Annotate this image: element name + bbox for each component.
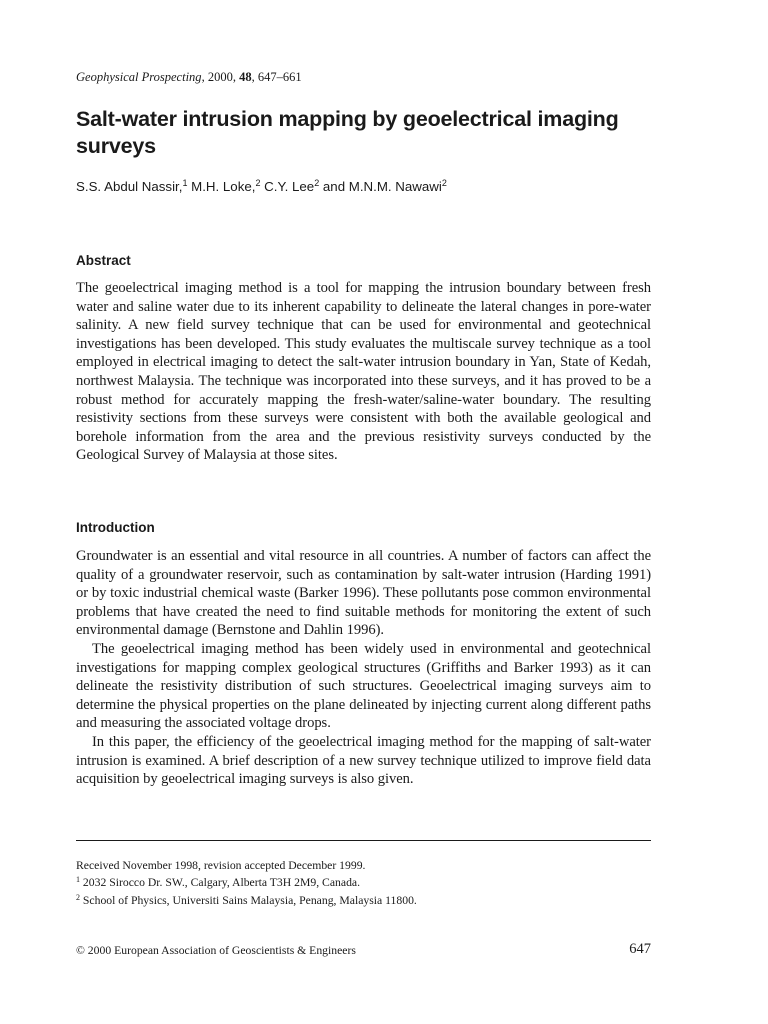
author-list <box>76 178 447 196</box>
footnote-1 <box>76 874 651 891</box>
journal-citation <box>76 69 302 85</box>
introduction-paragraph-2: The geoelectrical imaging method has been widely used in environmental and geotechnical investigations for mapping complex geological structures (Griffiths and Barker 1993) as it can delineate the resistivity distribution of such structures. Geoelectrical imaging surveys aim to determine the physical properties on the plane delineated by injecting current along different paths and measuring the associated voltage drops. <box>76 640 651 732</box>
author-2: M.H. Loke, <box>187 179 256 194</box>
footnote-2-text: School of Physics, Universiti Sains Malaysia, Penang, Malaysia 11800. <box>80 893 417 907</box>
author-1: S.S. Abdul Nassir, <box>76 179 183 194</box>
copyright-notice: © 2000 European Association of Geoscientists & Engineers <box>76 944 356 957</box>
author-3: C.Y. Lee <box>260 179 315 194</box>
journal-name: Geophysical Prospecting <box>76 70 202 84</box>
footnote-2-mark: 2 <box>76 892 80 902</box>
footnote-2 <box>76 892 651 909</box>
footnotes <box>76 857 651 909</box>
journal-volume: 48 <box>239 70 252 84</box>
journal-year: , 2000, <box>201 70 240 84</box>
author-1-affiliation: 1 <box>182 178 188 188</box>
abstract-heading: Abstract <box>76 253 131 268</box>
paper-title: Salt-water intrusion mapping by geoelectrical imaging surveys <box>76 107 619 158</box>
abstract-body <box>76 279 651 465</box>
received-note: Received November 1998, revision accepted December 1999. <box>76 859 366 872</box>
author-4: and M.N.M. Nawawi <box>319 179 442 194</box>
footnote-1-mark: 1 <box>76 875 80 885</box>
page-number: 647 <box>629 941 651 957</box>
author-2-affiliation: 2 <box>255 178 261 188</box>
author-4-affiliation: 2 <box>441 178 447 188</box>
journal-pages: , 647–661 <box>251 70 302 84</box>
author-3-affiliation: 2 <box>314 178 320 188</box>
introduction-paragraph-3: In this paper, the efficiency of the geoelectrical imaging method for the mapping of salt-water intrusion is examined. A brief description of a new survey technique utilized to improve field data acquisition by geoelectrical imaging surveys is also given. <box>76 733 651 788</box>
introduction-heading: Introduction <box>76 520 155 535</box>
footnote-1-text: 2032 Sirocco Dr. SW., Calgary, Alberta T3H 2M9, Canada. <box>80 876 361 890</box>
abstract-paragraph: The geoelectrical imaging method is a tool for mapping the intrusion boundary between fresh water and saline water due to its inherent capability to delineate the lateral changes in pore-water salinity. A new field survey technique that can be used for environmental and geotechnical investigations has been developed. This study evaluates the multiscale survey technique as a tool employed in electrical imaging to detect the salt-water intrusion boundary in Yan, State of Kedah, northwest Malaysia. The technique was incorporated into these surveys, and it has proved to be a robust method for accurately mapping the fresh-water/saline-water boundary. The resulting resistivity sections from these surveys were consistent with both the available geological and borehole information from the area and the previous resistivity surveys conducted by the Geological Survey of Malaysia at those sites. <box>76 280 651 464</box>
paper-page <box>76 0 651 1024</box>
introduction-paragraph-1: Groundwater is an essential and vital resource in all countries. A number of factors can affect the quality of a groundwater reservoir, such as contamination by salt-water intrusion (Harding 1991) or by toxic industrial chemical waste (Barker 1996). These pollutants pose common environmental problems that have created the need to find suitable methods for monitoring the extent of such environmental damage (Bernstone and Dahlin 1996). <box>76 548 651 639</box>
introduction-body <box>76 547 651 789</box>
footnote-divider <box>76 840 651 841</box>
